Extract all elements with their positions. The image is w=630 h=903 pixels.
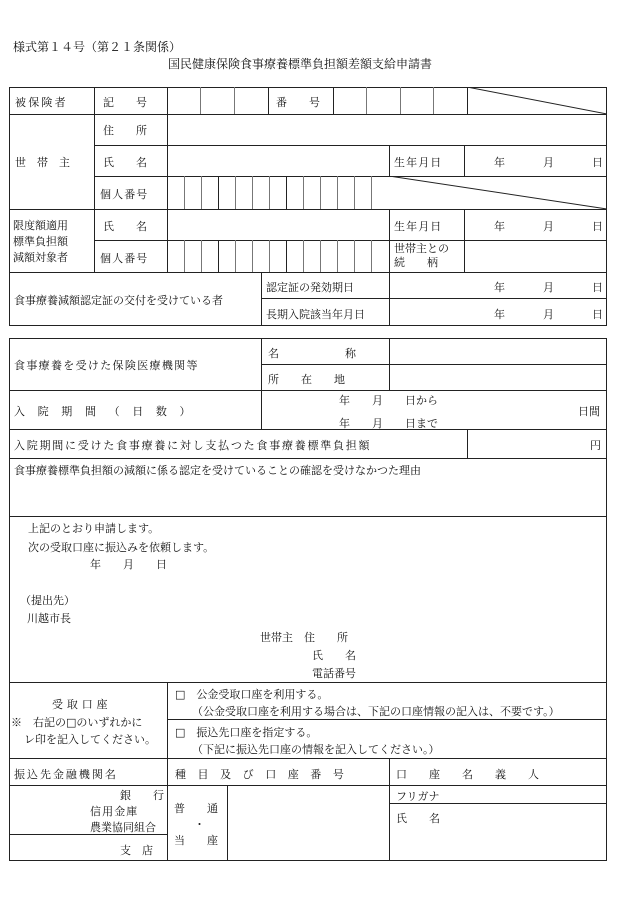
page-title: 国民健康保険食事療養標準負担額差額支給申請書 [168, 57, 433, 71]
type-dot: ・ [194, 818, 205, 831]
slash-mark [467, 87, 607, 114]
application-date: 年 月 日 [90, 558, 167, 571]
address-label: 住 所 [103, 124, 147, 137]
hospital-location-label: 所 在 地 [268, 373, 345, 386]
subject-name-label: 氏 名 [103, 220, 147, 233]
subject-label: 限度額適用 標準負担額 減額対象者 [13, 219, 68, 264]
subject-birth-month: 月 [543, 220, 554, 233]
stay-days-unit: 日間 [578, 405, 600, 418]
mynumber-label: 個人番号 [100, 188, 149, 201]
symbol-label: 記 号 [103, 96, 147, 109]
branch-label: 支 店 [120, 844, 153, 857]
type-ordinary: 普 通 [174, 802, 218, 815]
application-line1: 上記のとおり申請します。 [28, 522, 160, 535]
option-designated-note: （下記に振込先口座の情報を記入してください。） [192, 743, 440, 756]
furigana-label: フリガナ [396, 790, 440, 803]
name-label: 氏 名 [103, 156, 147, 169]
bank-option-agri: 農業協同組合 [90, 821, 156, 834]
longterm-year: 年 [494, 308, 505, 321]
application-line2: 次の受取口座に振込みを依頼します。 [28, 541, 215, 554]
option-public-note: （公金受取口座を利用する場合は、下記の口座情報の記入は、不要です。） [192, 705, 560, 718]
issue-date-label: 認定証の発効期日 [266, 281, 354, 294]
subject-mynumber-label: 個人番号 [100, 252, 149, 265]
longterm-day: 日 [592, 308, 603, 321]
account-holder-header: 口 座 名 義 人 [396, 768, 539, 781]
option-public-account[interactable]: □ 公金受取口座を利用する。 [175, 688, 329, 701]
longterm-month: 月 [543, 308, 554, 321]
issue-day: 日 [592, 281, 603, 294]
subject-birth-label: 生年月日 [394, 220, 443, 233]
applicant-phone-label: 電話番号 [312, 667, 356, 680]
stay-to: 年 月 日まで [339, 417, 438, 430]
longterm-date-label: 長期入院該当年月日 [266, 308, 365, 321]
bank-name-header: 振込先金融機関名 [14, 768, 118, 781]
account-type-header: 種目及び口座番号 [175, 768, 356, 781]
birth-month: 月 [543, 156, 554, 169]
number-label: 番 号 [276, 96, 320, 109]
hospital-label: 食事療養を受けた保険医療機関等 [14, 359, 199, 372]
bank-option-credit: 信用金庫 [90, 805, 139, 818]
paid-unit: 円 [590, 439, 601, 452]
holder-name-label: 氏 名 [396, 812, 440, 825]
submit-to-name: 川越市長 [27, 612, 71, 625]
issue-year: 年 [494, 281, 505, 294]
paid-label: 入院期間に受けた食事療養に対し支払つた食事療養標準負担額 [14, 439, 372, 452]
subject-birth-day: 日 [592, 220, 603, 233]
issue-month: 月 [543, 281, 554, 294]
birth-label: 生年月日 [394, 156, 443, 169]
relation-label: 世帯主との 続 柄 [394, 242, 449, 269]
householder-label: 世 帯 主 [15, 156, 70, 169]
account-label: 受取口座 [52, 698, 112, 711]
reason-label: 食事療養標準負担額の減額に係る認定を受けていることの確認を受けなかつた理由 [14, 464, 421, 477]
certificate-label: 食事療養減額認定証の交付を受けている者 [14, 294, 223, 307]
applicant-name-label: 氏 名 [312, 649, 356, 662]
submit-to-label: （提出先） [20, 594, 75, 607]
hospital-name-label: 名 称 [268, 347, 356, 360]
account-note-line2: レ印を記入してください。 [24, 733, 156, 746]
bank-option-bank: 銀 行 [120, 789, 164, 802]
birth-day: 日 [592, 156, 603, 169]
type-current: 当 座 [174, 834, 218, 847]
subject-birth-year: 年 [494, 220, 505, 233]
option-designated-account[interactable]: □ 振込先口座を指定する。 [175, 726, 318, 739]
stay-from: 年 月 日から [339, 394, 438, 407]
slash-mark [389, 176, 607, 209]
insured-label: 被保険者 [15, 96, 68, 109]
form-number: 様式第１４号（第２１条関係） [13, 40, 182, 54]
account-note-line1: ※ 右記の□のいずれかに [11, 716, 143, 729]
birth-year: 年 [494, 156, 505, 169]
applicant-address-label: 世帯主 住 所 [260, 631, 348, 644]
stay-label: 入院期間（日数） [14, 405, 204, 418]
